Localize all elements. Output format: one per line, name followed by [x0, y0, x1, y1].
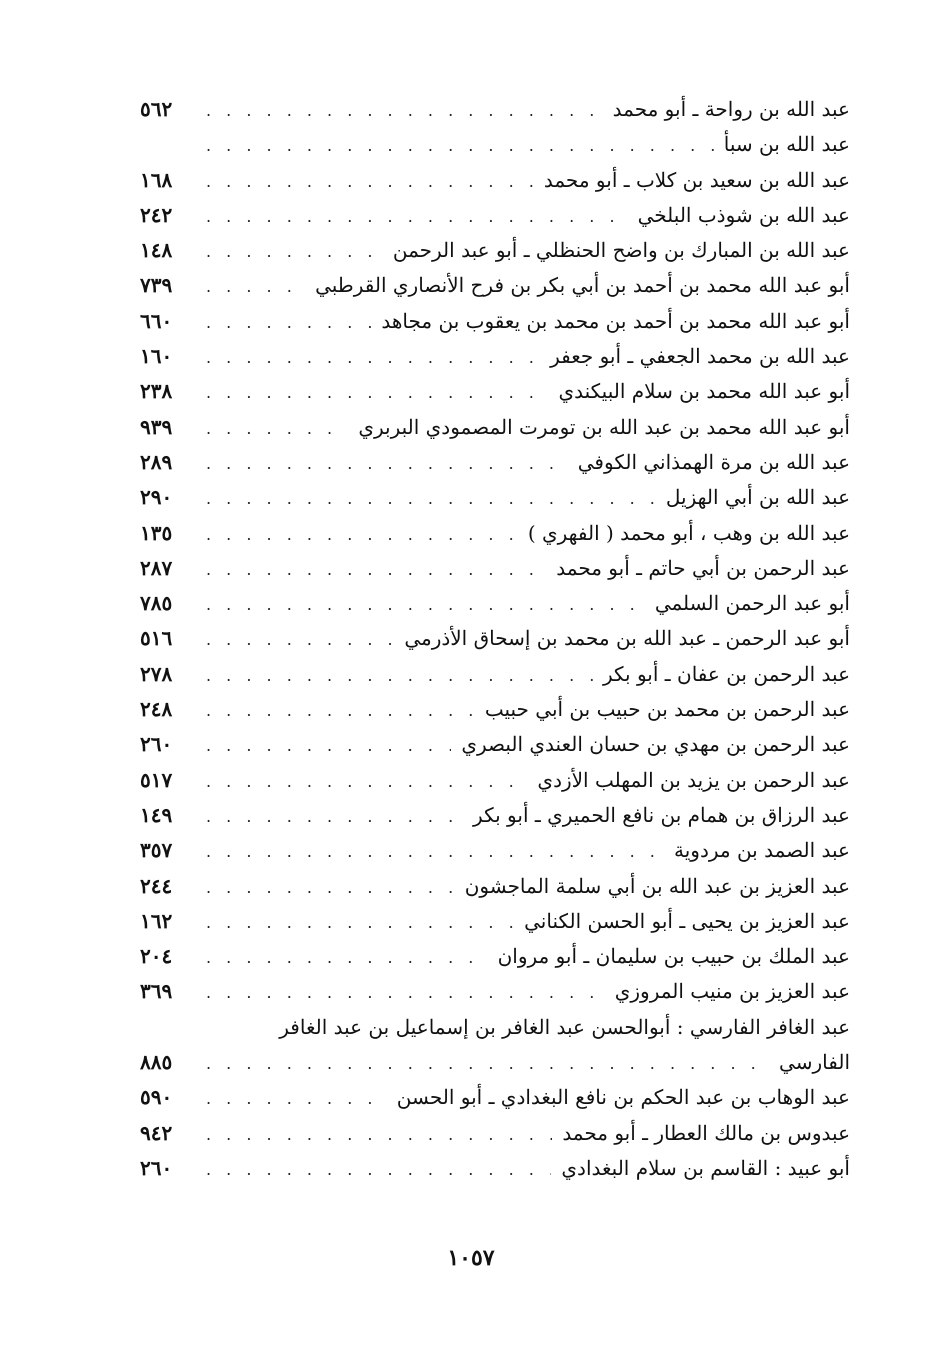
index-entry	[140, 763, 850, 798]
entry-page-number: ٢٦٠	[140, 732, 173, 757]
entry-page-number: ٥١٧	[140, 767, 173, 792]
dot-leader	[206, 764, 527, 799]
entry-name: أبو عبد الرحمن ـ عبد الله بن محمد بن إسحاق الأذرمي	[404, 626, 850, 651]
index-entry	[140, 304, 850, 339]
entry-name: عبد الله بن شوذب البلخي	[637, 202, 850, 227]
index-entry	[140, 410, 850, 445]
dot-leader	[206, 799, 463, 834]
entry-name: عبدوس بن مالك العطار ـ أبو محمد	[562, 1120, 850, 1145]
entry-page-number: ٢٩٠	[140, 485, 173, 510]
index-entry	[140, 621, 850, 656]
entry-name: أبو عبيد : القاسم بن سلام البغدادي	[561, 1155, 850, 1180]
index-entry	[140, 127, 850, 162]
index-entry	[140, 163, 850, 198]
entry-page-number: ٥٩٠	[140, 1085, 173, 1110]
dot-leader	[206, 658, 593, 693]
entry-name: أبو عبد الله محمد بن عبد الله بن تومرت المصمودي البربري	[358, 414, 850, 439]
dot-leader	[206, 552, 546, 587]
index-entry	[140, 233, 850, 268]
index-entry	[140, 1045, 850, 1080]
index-entry	[140, 692, 850, 727]
entry-name: عبد العزيز بن منيب المروزي	[614, 979, 850, 1004]
entry-name: أبو عبد الله محمد بن أحمد بن محمد بن يعقوب بن مجاهد	[381, 308, 850, 333]
entry-page-number: ٢٨٧	[140, 555, 173, 580]
dot-leader	[206, 693, 475, 728]
dot-leader	[206, 1046, 769, 1081]
entry-name: الفارسي	[779, 1050, 850, 1075]
index-entry	[140, 939, 850, 974]
dot-leader	[206, 517, 518, 552]
entry-name: عبد الرحمن بن محمد بن حبيب بن أبي حبيب	[484, 697, 850, 722]
index-entry	[140, 1151, 850, 1186]
dot-leader	[206, 269, 305, 304]
dot-leader	[206, 199, 628, 234]
index-entry	[140, 198, 850, 233]
dot-leader	[206, 975, 605, 1010]
entry-name: عبد الله بن أبي الهزيل	[665, 485, 850, 510]
entry-page-number: ٧٨٥	[140, 591, 173, 616]
entry-page-number: ٣٥٧	[140, 838, 173, 863]
entry-page-number: ٢٣٨	[140, 379, 173, 404]
entry-page-number: ١٣٥	[140, 520, 173, 545]
dot-leader	[206, 1117, 552, 1152]
entry-page-number: ١٤٨	[140, 238, 173, 263]
entry-page-number: ٥١٦	[140, 626, 173, 651]
dot-leader	[206, 1152, 551, 1187]
entry-name: عبد الرحمن بن أبي حاتم ـ أبو محمد	[556, 555, 850, 580]
dot-leader	[206, 905, 514, 940]
entry-page-number: ٢٤٨	[140, 697, 173, 722]
entry-name: أبو عبد الرحمن السلمي	[654, 591, 850, 616]
index-entry	[140, 480, 850, 515]
entry-page-number: ٢٤٢	[140, 202, 173, 227]
entry-name: عبد الله بن المبارك بن واضح الحنظلي ـ أبو عبد الرحمن	[392, 238, 850, 263]
index-entry	[140, 1116, 850, 1151]
index-entry	[140, 1080, 850, 1115]
entry-page-number: ٩٣٩	[140, 414, 173, 439]
index-entry	[140, 904, 850, 939]
index-entry	[140, 974, 850, 1009]
entry-page-number: ٩٤٢	[140, 1120, 173, 1145]
entry-page-number: ٨٨٥	[140, 1050, 173, 1075]
dot-leader	[206, 411, 348, 446]
index-list	[140, 92, 850, 1186]
entry-name: عبد الرحمن بن يزيد بن المهلب الأزدي	[537, 767, 850, 792]
index-entry	[140, 869, 850, 904]
index-entry	[140, 798, 850, 833]
entry-page-number: ١٦٢	[140, 908, 173, 933]
entry-name: عبد الرحمن بن عفان ـ أبو بكر	[602, 661, 850, 686]
dot-leader	[206, 940, 488, 975]
dot-leader	[206, 870, 455, 905]
entry-name: عبد الوهاب بن عبد الحكم بن نافع البغدادي ـ أبو الحسن	[396, 1085, 850, 1110]
dot-leader	[206, 1081, 387, 1116]
index-entry	[140, 516, 850, 551]
entry-name: أبو عبد الله محمد بن أحمد بن أبي بكر بن فرح الأنصاري القرطبي	[315, 273, 850, 298]
entry-name: عبد الله بن محمد الجعفي ـ أبو جعفر	[550, 344, 850, 369]
entry-name: عبد الصمد بن مردوية	[674, 838, 850, 863]
index-entry	[140, 551, 850, 586]
entry-name: عبد الله بن سعيد بن كلاب ـ أبو محمد	[543, 167, 850, 192]
entry-name: عبد الرزاق بن همام بن نافع الحميري ـ أبو بكر	[473, 802, 850, 827]
entry-name: عبد الرحمن بن مهدي بن حسان العندي البصري	[461, 732, 850, 757]
entry-page-number: ٦٦٠	[140, 308, 173, 333]
dot-leader	[206, 340, 540, 375]
dot-leader	[206, 375, 548, 410]
index-entry	[140, 727, 850, 762]
entry-name: عبد الغافر الفارسي : أبوالحسن عبد الغافر بن إسماعيل بن عبد الغافر	[279, 1014, 850, 1039]
index-entry	[140, 268, 850, 303]
page-number: ١٠٥٧	[447, 1245, 495, 1271]
dot-leader	[206, 128, 714, 163]
entry-page-number: ٢٨٩	[140, 449, 173, 474]
dot-leader	[206, 446, 568, 481]
entry-page-number: ٢٤٤	[140, 873, 173, 898]
entry-name: عبد الله بن وهب ، أبو محمد ( الفهري )	[527, 520, 850, 545]
entry-page-number: ٢٠٤	[140, 944, 173, 969]
dot-leader	[206, 728, 451, 763]
index-entry	[140, 339, 850, 374]
index-entry	[140, 833, 850, 868]
entry-page-number: ٣٦٩	[140, 979, 173, 1004]
index-entry	[140, 92, 850, 127]
entry-page-number: ١٦٠	[140, 344, 173, 369]
dot-leader	[206, 305, 371, 340]
dot-leader	[206, 164, 534, 199]
index-entry	[140, 374, 850, 409]
dot-leader	[206, 481, 656, 516]
entry-page-number: ٢٧٨	[140, 661, 173, 686]
entry-page-number: ٧٣٩	[140, 273, 173, 298]
entry-name: عبد الملك بن حبيب بن سليمان ـ أبو مروان	[497, 944, 850, 969]
entry-name: أبو عبد الله محمد بن سلام البيكندي	[558, 379, 850, 404]
dot-leader	[206, 622, 394, 657]
entry-page-number: ٥٦٢	[140, 97, 173, 121]
entry-name: عبد الله بن رواحة ـ أبو محمد	[612, 97, 850, 121]
dot-leader	[206, 587, 645, 622]
index-entry	[140, 586, 850, 621]
entry-name: عبد العزيز بن عبد الله بن أبي سلمة الماجشون	[464, 873, 850, 898]
entry-name: عبد الله بن سبأ	[723, 132, 850, 157]
entry-name: عبد الله بن مرة الهمذاني الكوفي	[577, 449, 850, 474]
dot-leader	[206, 834, 664, 869]
entry-page-number: ٢٦٠	[140, 1155, 173, 1180]
entry-page-number: ١٤٩	[140, 802, 173, 827]
dot-leader	[206, 234, 383, 269]
entry-name: عبد العزيز بن يحيى ـ أبو الحسن الكناني	[524, 908, 850, 933]
dot-leader	[206, 93, 603, 128]
index-entry	[140, 1010, 850, 1045]
entry-page-number: ١٦٨	[140, 167, 173, 192]
index-entry	[140, 445, 850, 480]
index-entry	[140, 657, 850, 692]
